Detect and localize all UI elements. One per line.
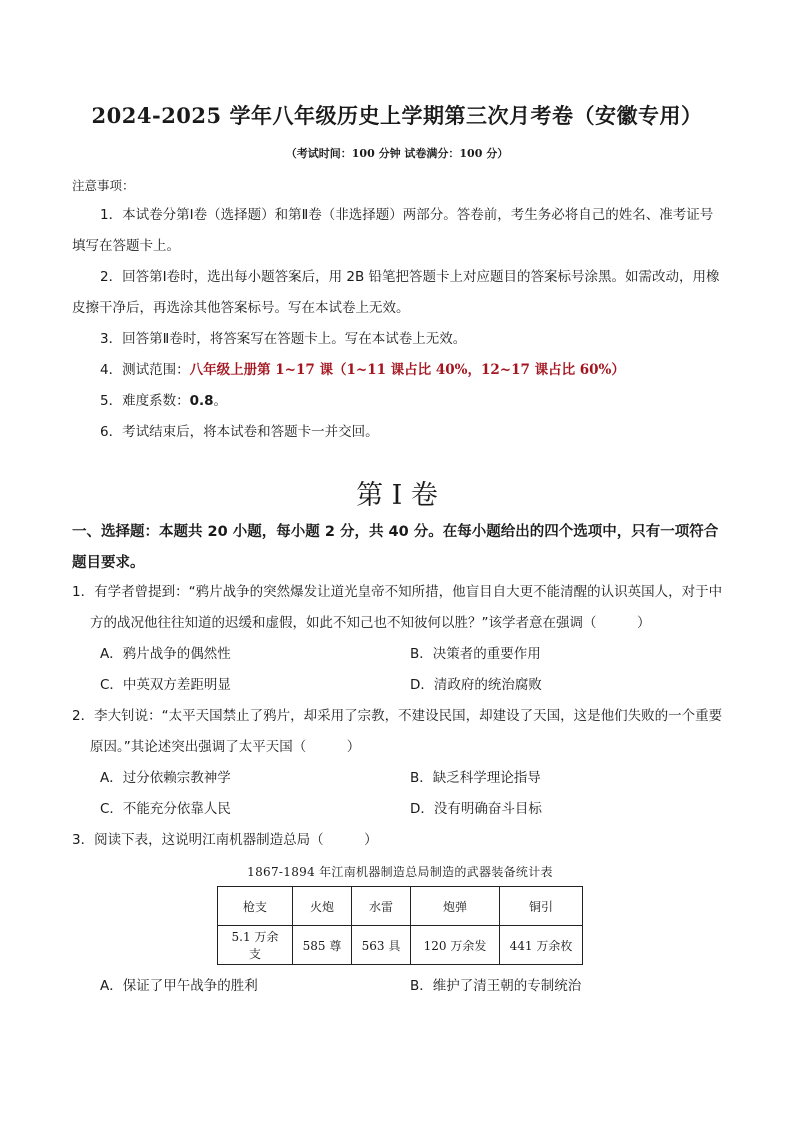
question-3 xyxy=(72,825,728,1002)
option-list xyxy=(72,639,728,701)
exam-subtitle: （考试时间：100 分钟 试卷满分：100 分） xyxy=(285,147,509,160)
exam-title: 2024-2025 学年八年级历史上学期第三次月考卷（安徽专用） xyxy=(91,103,703,128)
option-b[interactable]: B．维护了清王朝的专制统治 xyxy=(410,978,582,994)
option-a[interactable]: A．保证了甲午战争的胜利 xyxy=(100,978,258,994)
difficulty-label: 5．难度系数： xyxy=(100,393,190,409)
option-c[interactable]: C．不能充分依靠人民 xyxy=(100,801,231,817)
question-1 xyxy=(72,577,728,701)
table-cell: 5.1 万余支 xyxy=(218,926,293,965)
scope-label: 4．测试范围： xyxy=(100,362,190,378)
option-d[interactable]: D．没有明确奋斗目标 xyxy=(410,801,542,817)
notice-item: 2．回答第Ⅰ卷时，选出每小题答案后，用 2B 铅笔把答题卡上对应题目的答案标号涂黑。如需改动，用橡皮擦干净后，再选涂其他答案标号。写在本试卷上无效。 xyxy=(72,269,720,316)
table-row xyxy=(218,926,583,965)
question-list xyxy=(72,577,728,1002)
weapons-stats-table xyxy=(217,886,583,965)
option-d[interactable]: D．清政府的统治腐败 xyxy=(410,677,542,693)
notice-item: 3．回答第Ⅱ卷时，将答案写在答题卡上。写在本试卷上无效。 xyxy=(100,331,467,347)
notice-item-scope xyxy=(72,355,724,386)
option-list xyxy=(72,763,728,825)
table-header-cell: 火炮 xyxy=(293,887,352,926)
option-a[interactable]: A．鸦片战争的偶然性 xyxy=(100,646,231,662)
section-title: 第 I 卷 xyxy=(356,480,438,511)
table-header-cell: 枪支 xyxy=(218,887,293,926)
question-2 xyxy=(72,701,728,825)
question-stem: 1．有学者曾提到：“鸦片战争的突然爆发让道光皇帝不知所措，他盲目自大更不能清醒的认识英国人，对于中方的战况他往往知道的迟缓和虚假，如此不知己也不知彼何以胜？”该学者意在强调（ ） xyxy=(72,584,723,631)
notice-item: 1．本试卷分第Ⅰ卷（选择题）和第Ⅱ卷（非选择题）两部分。答卷前，考生务必将自己的姓名、准考证号填写在答题卡上。 xyxy=(72,207,714,254)
table-cell: 441 万余枚 xyxy=(500,926,583,965)
table-cell: 585 尊 xyxy=(293,926,352,965)
difficulty-value: 0.8 xyxy=(189,393,214,409)
part-header: 一、选择题：本题共 20 小题，每小题 2 分，共 40 分。在每小题给出的四个选项中，只有一项符合题目要求。 xyxy=(72,524,719,571)
table-header-row xyxy=(218,887,583,926)
difficulty-suffix: 。 xyxy=(213,393,228,409)
table-header-cell: 水雷 xyxy=(352,887,411,926)
question-stem: 2．李大钊说：“太平天国禁止了鸦片，却采用了宗教，不建设民国，却建设了天国，这是他们失败的一个重要原因。”其论述突出强调了太平天国（ ） xyxy=(72,708,723,755)
table-cell: 563 具 xyxy=(352,926,411,965)
notice-item: 6．考试结束后，将本试卷和答题卡一并交回。 xyxy=(100,424,379,440)
notice-heading: 注意事项： xyxy=(72,178,135,193)
option-b[interactable]: B．决策者的重要作用 xyxy=(410,646,541,662)
option-a[interactable]: A．过分依赖宗教神学 xyxy=(100,770,231,786)
table-caption: 1867-1894 年江南机器制造总局制造的武器装备统计表 xyxy=(247,865,553,879)
table-cell: 120 万余发 xyxy=(411,926,500,965)
option-c[interactable]: C．中英双方差距明显 xyxy=(100,677,231,693)
scope-value: 八年级上册第 1~17 课（1~11 课占比 40%，12~17 课占比 60%） xyxy=(189,362,625,378)
table-header-cell: 铜引 xyxy=(500,887,583,926)
table-header-cell: 炮弹 xyxy=(411,887,500,926)
question-stem: 3．阅读下表，这说明江南机器制造总局（ ） xyxy=(72,832,378,848)
option-b[interactable]: B．缺乏科学理论指导 xyxy=(410,770,541,786)
notice-item-difficulty xyxy=(72,386,724,417)
notice-list xyxy=(72,200,724,448)
option-list xyxy=(72,971,728,1002)
